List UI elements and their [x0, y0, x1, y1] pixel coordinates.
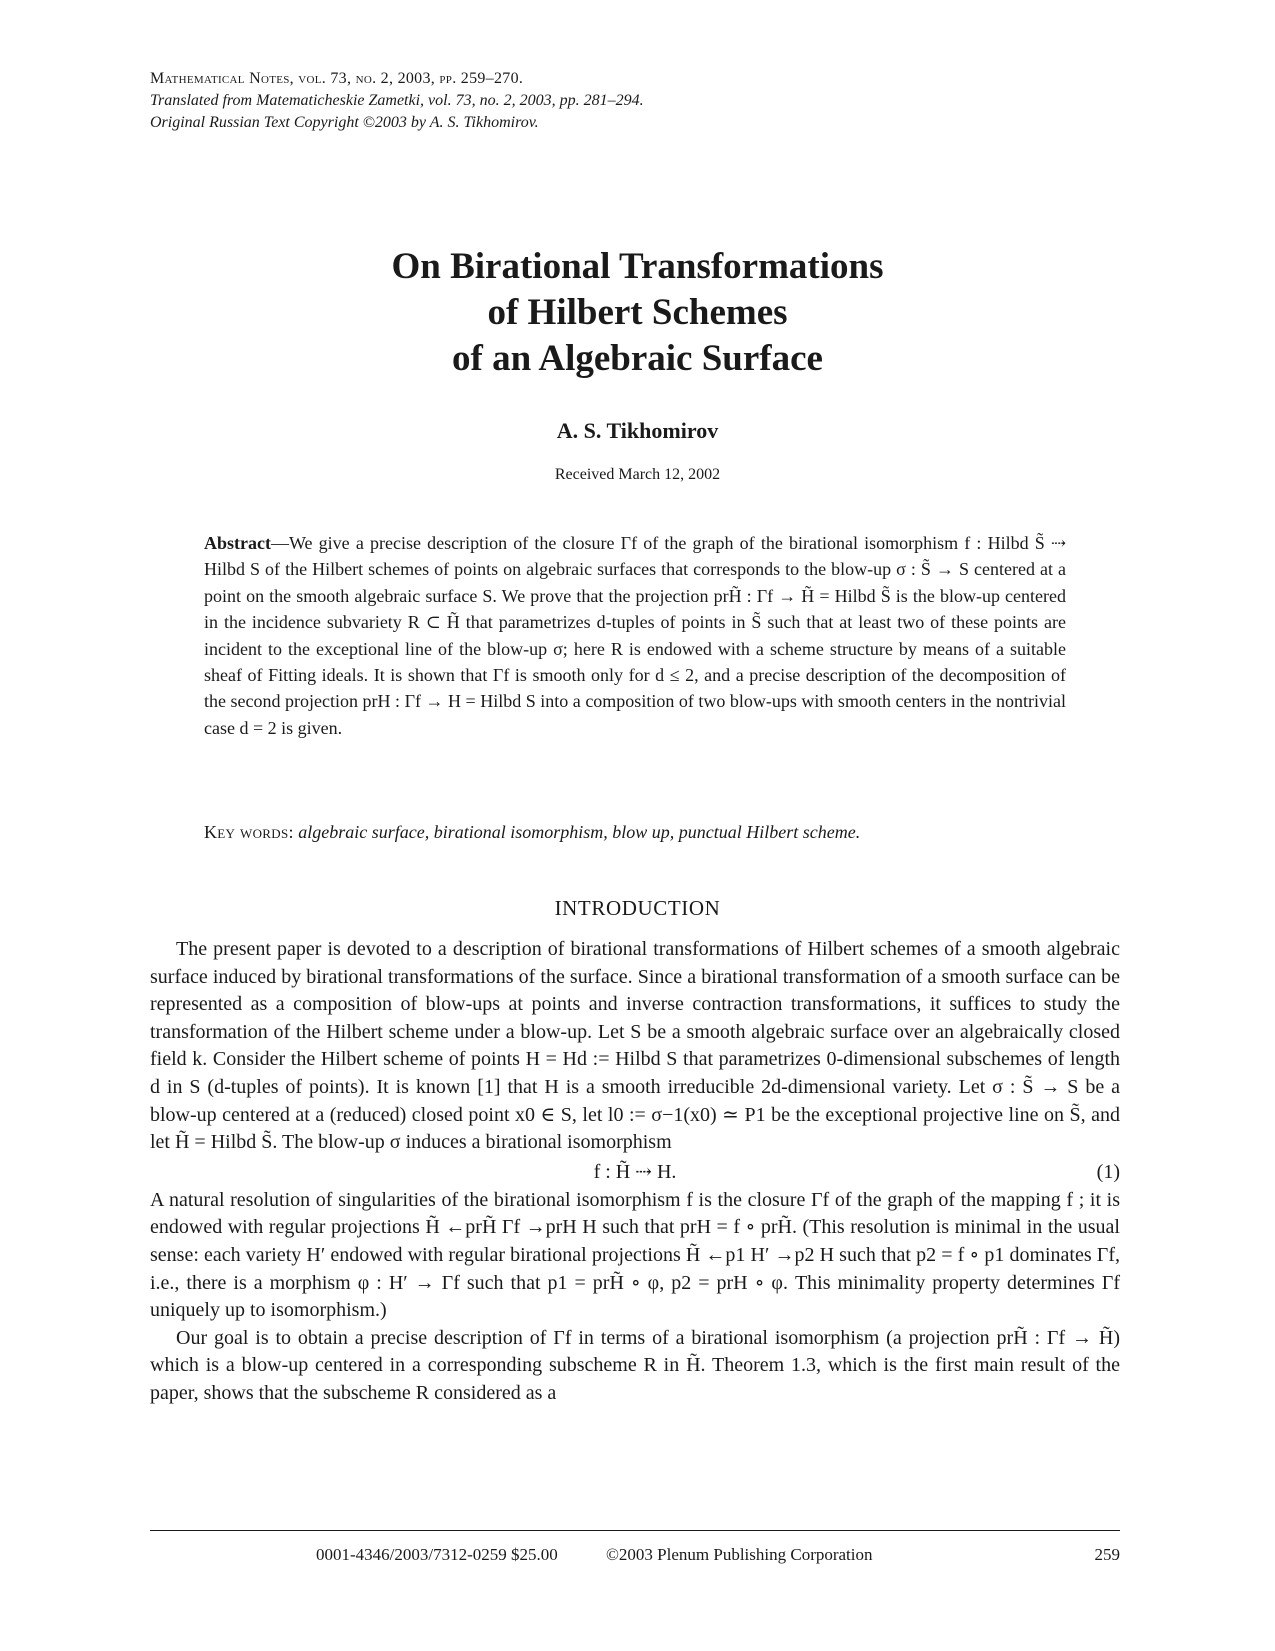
footer-issn: 0001-4346/2003/7312-0259 $25.00 [316, 1545, 558, 1564]
keywords-text: algebraic surface, birational isomorphism, blow up, punctual Hilbert scheme. [298, 822, 861, 842]
abstract-label: Abstract [204, 533, 271, 553]
keywords-label: Key words: [204, 822, 294, 842]
title-line-1: On Birational Transformations [391, 246, 884, 287]
paragraph-1: The present paper is devoted to a description of birational transformations of Hilbert schemes of a smooth algebraic surface induced by birational transformations of the surface. Since a birational transformation of a smooth surface can be represented as a composition of blow-ups at points and inverse contraction transformations, it suffices to study the transformation of the Hilbert scheme under a blow-up. Let S be a smooth algebraic surface over an algebraically closed field k. Consider the Hilbert scheme of points H = Hd := Hilbd S that parametrizes 0-dimensional subschemes of length d in S (d-tuples of points). It is known [1] that H is a smooth irreducible 2d-dimensional variety. Let σ : S̃ → S be a blow-up centered at a (reduced) closed point x0 ∈ S, let l0 := σ−1(x0) ≃ P1 be the exceptional projective line on S̃, and let H̃ = Hilbd S̃. The blow-up σ induces a birational isomorphism [150, 938, 1120, 1154]
journal-citation: Mathematical Notes, vol. 73, no. 2, 2003, pp. 259–270. [150, 70, 524, 87]
title-line-2: of Hilbert Schemes [487, 292, 788, 333]
equation-1 [150, 1157, 1120, 1187]
equation-text: f : H̃ ⇢ H. [593, 1160, 677, 1183]
footer-rule [150, 1530, 1120, 1531]
paragraph-2: A natural resolution of singularities of the birational isomorphism f is the closure Γf of the graph of the mapping f ; it is endowed with regular projections H̃ ←prH̃ Γf →prH H such that prH = f ∘ prH̃. (This resolution is minimal in the usual sense: each variety H′ endowed with regular birational projections H̃ ←p1 H′ →p2 H such that p2 = f ∘ p1 dominates Γf, i.e., there is a morphism φ : H′ → Γf such that p1 = prH̃ ∘ φ, p2 = prH ∘ φ. This minimality property determines Γf uniquely up to isomorphism.) [150, 1188, 1120, 1322]
author-name: A. S. Tikhomirov [556, 418, 719, 443]
abstract [204, 530, 1066, 741]
copyright-note: Original Russian Text Copyright ©2003 by A. S. Tikhomirov. [150, 114, 539, 131]
keywords [204, 822, 1084, 843]
paragraph-3: Our goal is to obtain a precise description of Γf in terms of a birational isomorphism (a projection prH̃ : Γf → H̃) which is a blow-up centered in a corresponding subscheme R in H̃. Theorem 1.3, which is the first main result of the paper, shows that the subscheme R considered as a [150, 1326, 1120, 1404]
received-date: Received March 12, 2002 [554, 466, 721, 483]
title-line-3: of an Algebraic Surface [452, 338, 823, 379]
abstract-text: —We give a precise description of the closure Γf of the graph of the birational isomorphism f : Hilbd S̃ ⇢ Hilbd S of the Hilbert schemes of points on algebraic surfaces that corresponds to the blow-up σ : S̃ → S centered at a point on the smooth algebraic surface S. We prove that the projection prH̃ : Γf → H̃ = Hilbd S̃ is the blow-up centered in the incidence subvariety R ⊂ H̃ that parametrizes d-tuples of points in S̃ such that at least two of these points are incident to the exceptional line of the blow-up σ; here R is endowed with a scheme structure by means of a suitable sheaf of Fitting ideals. It is shown that Γf is smooth only for d ≤ 2, and a precise description of the decomposition of the second projection prH : Γf → H = Hilbd S into a composition of two blow-ups with smooth centers in the nontrivial case d = 2 is given. [204, 533, 1066, 738]
paper-title [0, 244, 1275, 382]
body-text [150, 936, 1120, 1408]
page-number: 259 [1094, 1545, 1120, 1564]
equation-number: (1) [1096, 1160, 1120, 1183]
section-heading: INTRODUCTION [554, 896, 721, 920]
translation-note: Translated from Matematicheskie Zametki, vol. 73, no. 2, 2003, pp. 281–294. [150, 92, 644, 109]
journal-header [150, 68, 644, 134]
footer-copyright: ©2003 Plenum Publishing Corporation [606, 1545, 873, 1564]
